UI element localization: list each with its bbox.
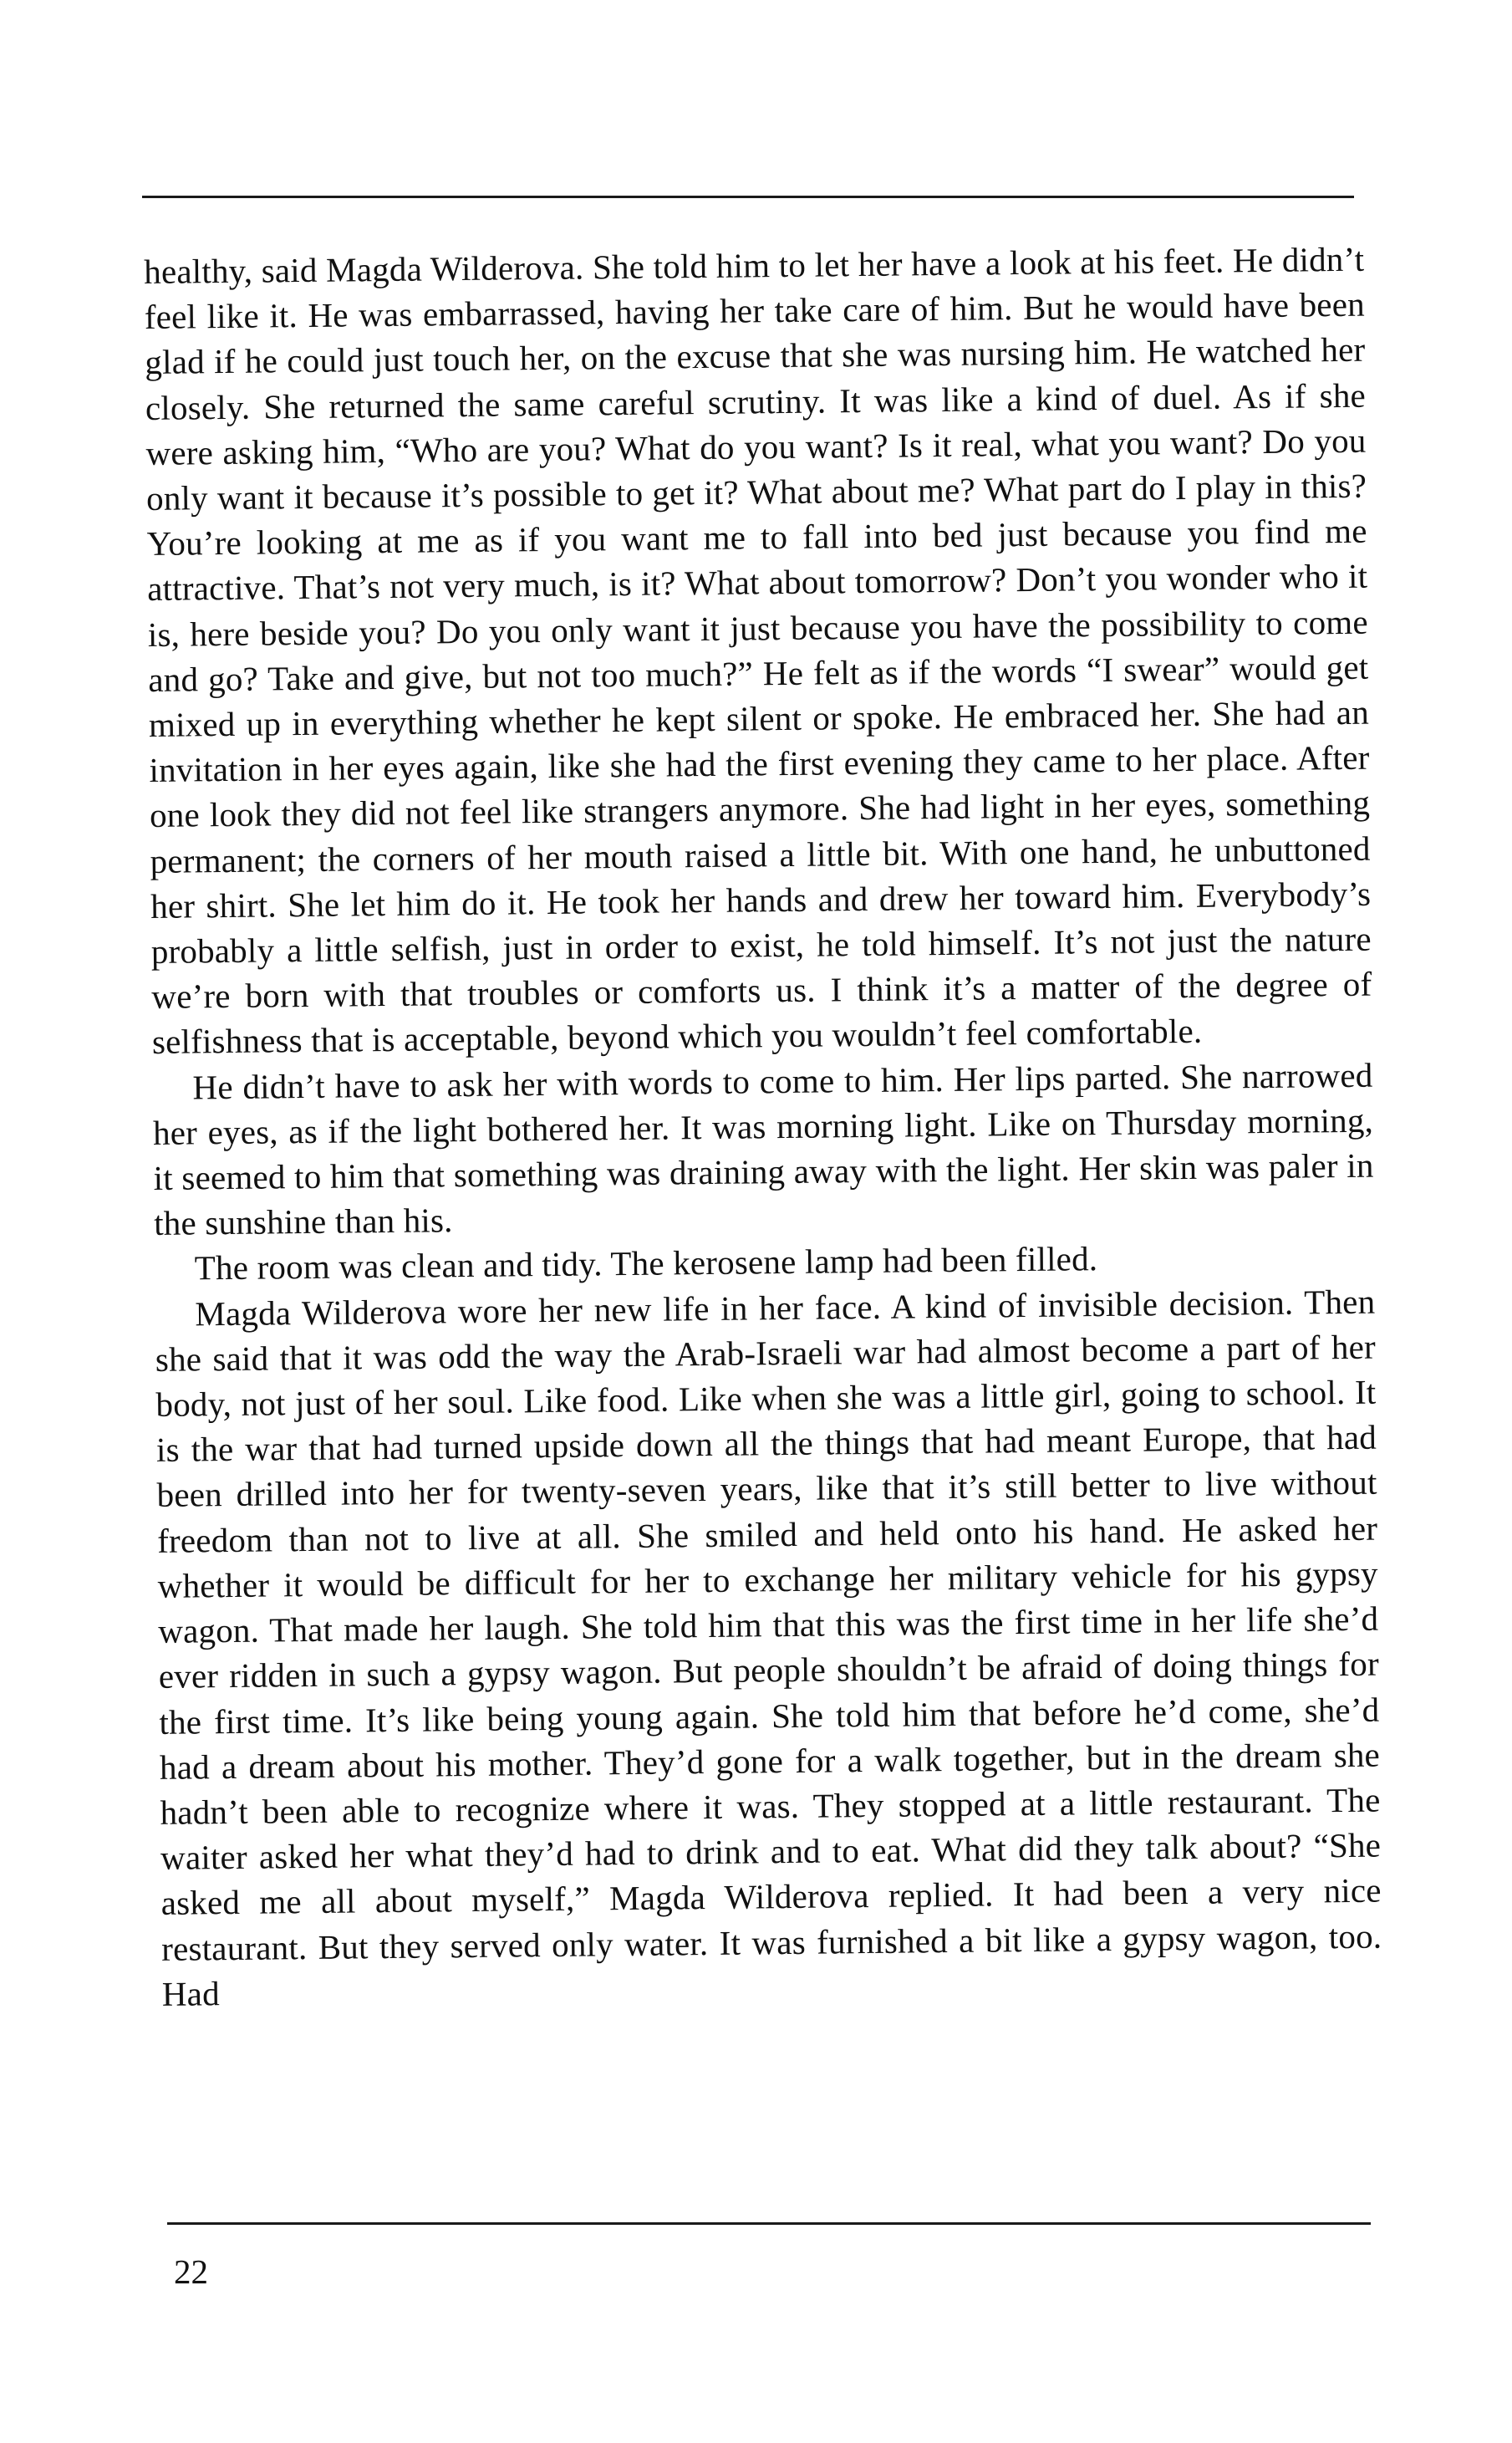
- bottom-rule: [167, 2222, 1371, 2225]
- paragraph-1: healthy, said Magda Wilderova. She told him to let her have a look at his feet. He didn’t feel like it. He was embarrassed, having her take care of him. But he would have been glad if he could just touch her, on the excuse that she was nursing him. He watched her closely. She returned the same careful scrutiny. It was like a kind of duel. As if she were asking him, “Who are you? What do you want? Is it real, what you want? Do you only want it because it’s possible to get it? What about me? What part do I play in this? You’re looking at me as if you want me to fall into bed just because you find me attractive. That’s not very much, is it? What about tomorrow? Don’t you wonder who it is, here beside you? Do you only want it just because you have the possibility to come and go? Take and give, but not too much?” He felt as if the words “I swear” would get mixed up in everything whether he kept silent or spoke. He embraced her. She had an invitation in her eyes again, like she had the first evening they came to her place. After one look they did not feel like strangers anymore. She had light in her eyes, something permanent; the corners of her mouth raised a little bit. With one hand, he unbuttoned her shirt. She let him do it. He took her hands and drew her toward him. Everybody’s probably a little selfish, just in order to exist, he told himself. It’s not just the nature we’re born with that troubles or comforts us. I think it’s a matter of the degree of selfishness that is acceptable, beyond which you wouldn’t feel comfortable.: [144, 239, 1372, 1062]
- top-rule: [142, 196, 1354, 198]
- body-text: [144, 237, 1382, 2017]
- page-number: 22: [174, 2252, 208, 2291]
- paragraph-2: He didn’t have to ask her with words to come to him. Her lips parted. She narrowed her eyes, as if the light bothered her. It was morning light. Like on Thursday morning, it seemed to him that something was draining away with the light. Her skin was paler in the sunshine than his.: [152, 1055, 1374, 1243]
- paragraph-4: Magda Wilderova wore her new life in her face. A kind of invisible decision. Then she said that it was odd the way the Arab-Israeli war had almost become a part of her body, not just of her soul. Like food. Like when she was a little girl, going to school. It is the war that had turned upside down all the things that had meant Europe, that had been drilled into her for twenty-seven years, like that it’s still better to live without freedom than not to live at all. She smiled and held onto his hand. He asked her whether it would be difficult for her to exchange her military vehicle for his gypsy wagon. That made her laugh. She told him that this was the first time in her life she’d ever ridden in such a gypsy wagon. But people shouldn’t be afraid of doing things for the first time. It’s like being young again. She told him that before he’d come, she’d had a dream about his mother. They’d gone for a walk together, but in the dream she hadn’t been able to recognize where it was. They stopped at a little restaurant. The waiter asked her what they’d had to drink and to eat. What did they talk about? “She asked me all about myself,” Magda Wilderova replied. It had been a very nice restaurant. But they served only water. It was furnished a bit like a gypsy wagon, too. Had: [155, 1282, 1382, 2013]
- paragraph-3: The room was clean and tidy. The kerosene lamp had been filled.: [194, 1239, 1098, 1288]
